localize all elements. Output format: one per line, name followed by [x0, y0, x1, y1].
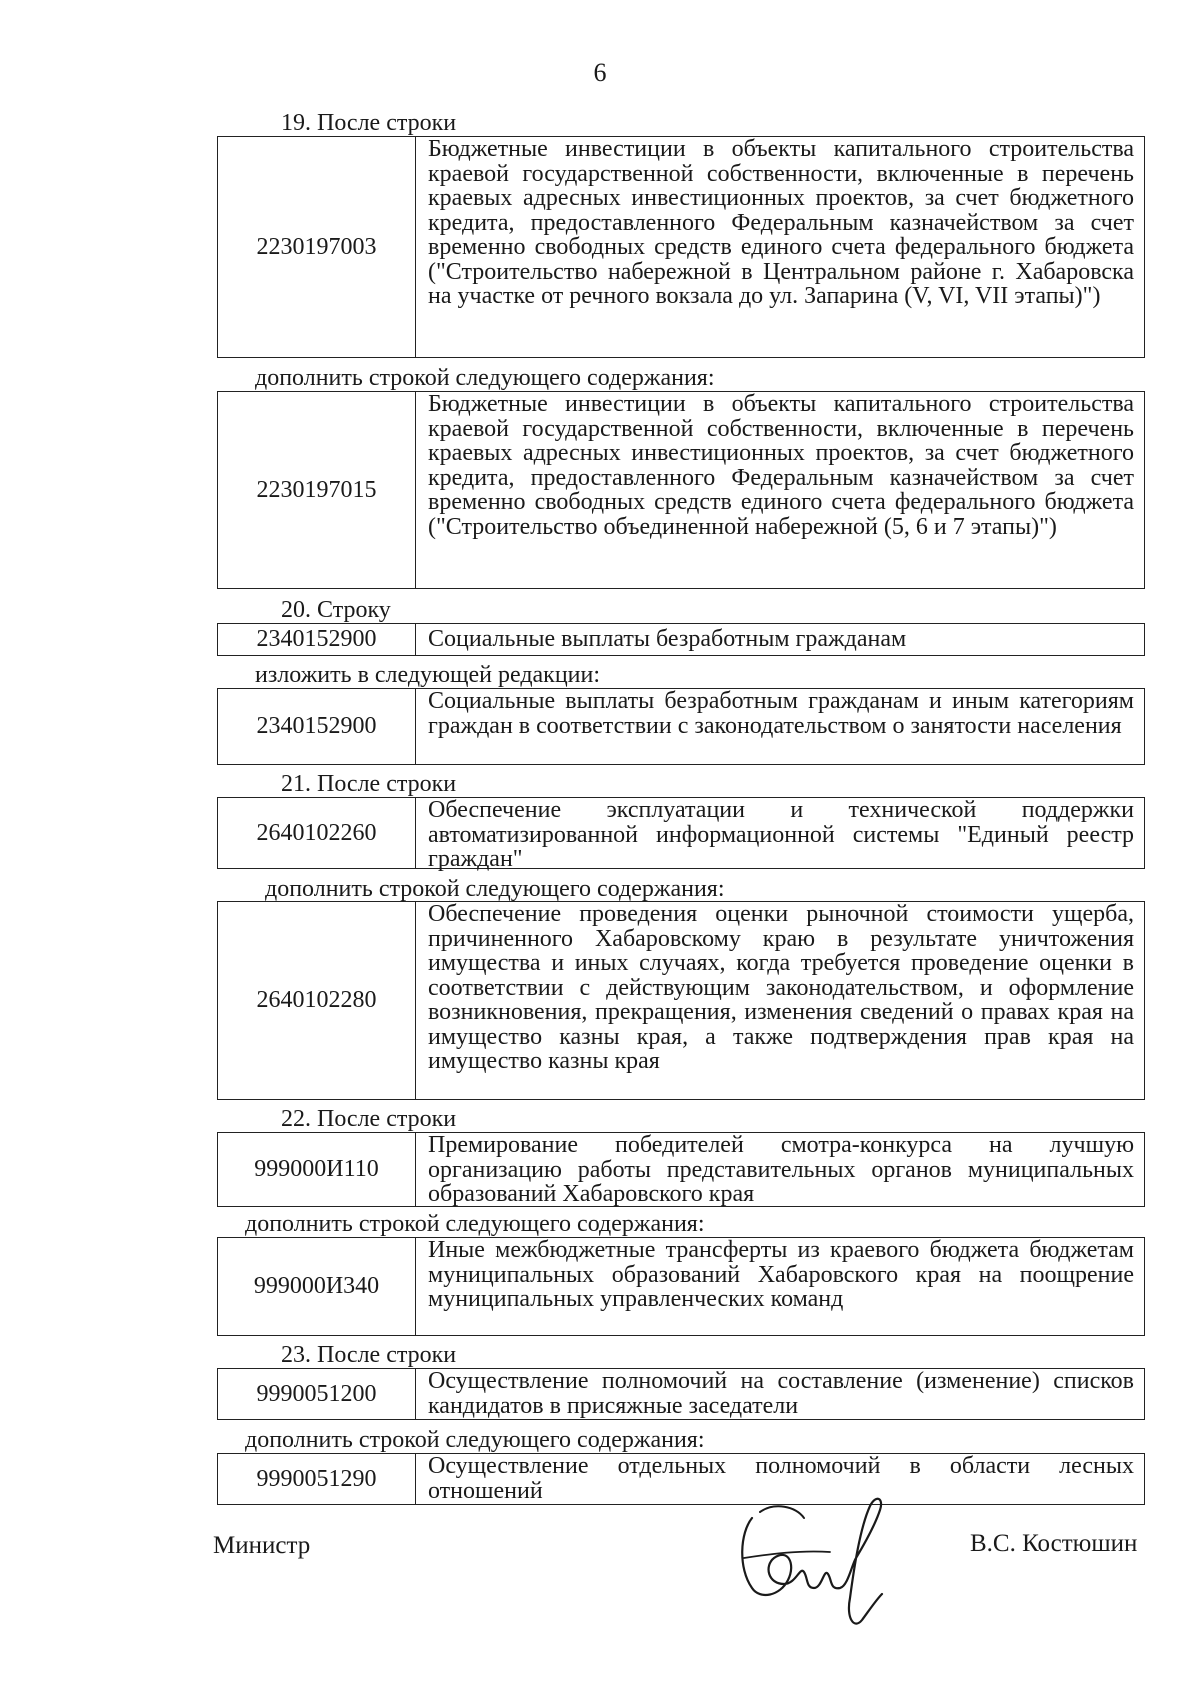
page-number: 6: [593, 58, 607, 87]
table-row: [217, 623, 1145, 656]
table-row: [217, 136, 1145, 358]
row-description: Иные межбюджетные трансферты из краевого бюджета бюджетам муниципальных образований Хабаровского края на поощрение муниципальных управленческих команд: [428, 1237, 1134, 1312]
row-code: 2230197003: [218, 137, 416, 357]
row-code: 2230197015: [218, 392, 416, 588]
section-label: 23. После строки: [281, 1342, 457, 1368]
row-description: Осуществление полномочий на составление (изменение) списков кандидатов в присяжные заседатели: [428, 1368, 1134, 1419]
section-label: дополнить строкой следующего содержания:: [245, 1211, 705, 1237]
row-code: 9990051290: [218, 1454, 416, 1504]
table-row: [217, 688, 1145, 765]
handwritten-signature: [730, 1488, 920, 1638]
row-description: Обеспечение эксплуатации и технической поддержки автоматизированной информационной системы "Единый реестр граждан": [428, 797, 1134, 872]
section-label: 19. После строки: [281, 110, 457, 136]
signatory-name: В.С. Костюшин: [970, 1530, 1138, 1557]
row-description: Осуществление отдельных полномочий в области лесных отношений: [428, 1453, 1134, 1504]
section-label: дополнить строкой следующего содержания:: [245, 1427, 705, 1453]
section-label: 20. Строку: [281, 597, 391, 623]
row-code: 999000И110: [218, 1133, 416, 1206]
section-label: 22. После строки: [281, 1106, 457, 1132]
row-code: 2340152900: [218, 689, 416, 764]
signatory-position: Министр: [213, 1532, 311, 1559]
row-code: 9990051200: [218, 1369, 416, 1419]
table-row: [217, 1237, 1145, 1336]
row-description: Премирование победителей смотра-конкурса на лучшую организацию работы представительных органов муниципальных образований Хабаровского края: [428, 1132, 1134, 1207]
table-row: [217, 901, 1145, 1100]
row-description: Бюджетные инвестиции в объекты капитального строительства краевой государственной собственности, включенные в перечень краевых адресных инвестиционных проектов, за счет бюджетного кредита, предоставленного Федеральным казначейством за счет временно свободных средств единого счета федерального бюджета ("Строительство набережной в Центральном районе г. Хабаровска на участке от речного вокзала до ул. Запарина (V, VI, VII этапы)"): [428, 136, 1134, 309]
row-code: 2640102280: [218, 902, 416, 1099]
row-description: Обеспечение проведения оценки рыночной стоимости ущерба, причиненного Хабаровскому краю в результате уничтожения имущества и иных случаях, когда требуется проведение оценки в соответствии с действующим законодательством, и оформление возникновения, прекращения, изменения сведений о правах края на имущество казны края, а также подтверждения прав края на имущество казны края: [428, 901, 1134, 1074]
row-description: Социальные выплаты безработным гражданам и иным категориям граждан в соответствии с законодательством о занятости населения: [428, 688, 1134, 739]
table-row: [217, 1132, 1145, 1207]
section-label: дополнить строкой следующего содержания:: [265, 876, 725, 902]
row-code: 2340152900: [218, 624, 416, 655]
row-code: 999000И340: [218, 1238, 416, 1335]
section-label: изложить в следующей редакции:: [255, 662, 601, 688]
table-row: [217, 1368, 1145, 1420]
row-code: 2640102260: [218, 798, 416, 868]
table-row: [217, 391, 1145, 589]
row-description: Социальные выплаты безработным гражданам: [428, 626, 907, 653]
section-label: дополнить строкой следующего содержания:: [255, 365, 715, 391]
section-label: 21. После строки: [281, 771, 457, 797]
row-description: Бюджетные инвестиции в объекты капитального строительства краевой государственной собственности, включенные в перечень краевых адресных инвестиционных проектов, за счет бюджетного кредита, предоставленного Федеральным казначейством за счет временно свободных средств единого счета федерального бюджета ("Строительство объединенной набережной (5, 6 и 7 этапы)"): [428, 391, 1134, 540]
table-row: [217, 797, 1145, 872]
table-row: [217, 1453, 1145, 1505]
